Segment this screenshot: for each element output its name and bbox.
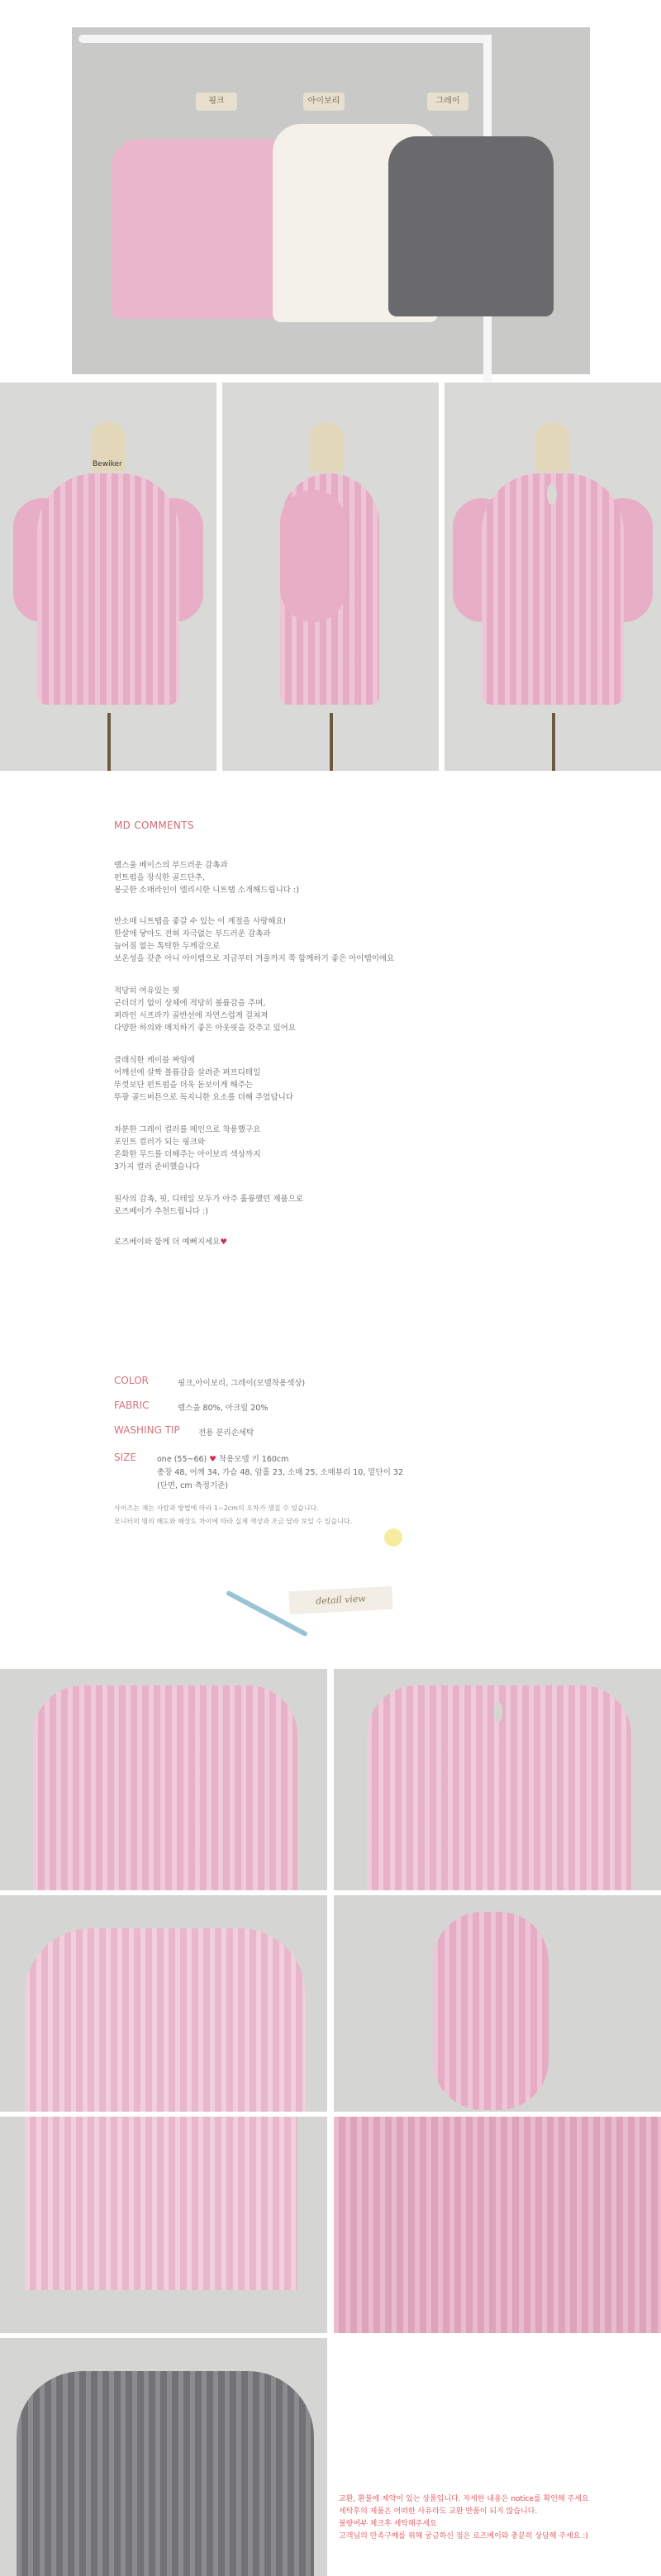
mannequin-neck [309, 422, 344, 472]
hanger-label-ivory: 아이보리 [303, 93, 345, 111]
spec-fabric-label: FABRIC [114, 1400, 150, 1411]
detail-view-tag: detail view [288, 1586, 392, 1615]
mannequin-neck [535, 422, 570, 472]
sleeve-detail [433, 1912, 549, 2110]
comment-line: 온화한 무드를 더해주는 아이보리 색상까지 [114, 1150, 261, 1159]
comment-line: 로즈베이가 추천드립니다 :) [114, 1207, 208, 1216]
sweater-detail [25, 1928, 306, 2112]
clothing-rack-rail [78, 35, 492, 43]
notice-line: 세탁후의 제품은 어떠한 사유라도 교환 반품이 되지 않습니다. [339, 2507, 538, 2516]
comment-line: 어깨선에 살짝 볼륨감을 살려준 퍼프디테일 [114, 1068, 261, 1077]
comment-line: 적당히 여유있는 핏 [114, 986, 180, 996]
comment-line: 퍼라인 시프라가 골반선에 자연스럽게 걸쳐져 [114, 1011, 269, 1020]
detail-photo-sleeve [334, 1895, 661, 2112]
model-height: 착용모델 키 160cm [218, 1455, 289, 1464]
spec-size-line3: (단면, cm 측정기준) [157, 1481, 229, 1490]
spec-washing-value: 전용 분리손세탁 [198, 1428, 254, 1438]
comment-line: 군더더기 없이 상체에 적당히 볼륨감을 주며, [114, 999, 266, 1008]
detail-photo-grey [0, 2338, 327, 2576]
comment-line: 포인트 컬러가 되는 핑크와 [114, 1138, 206, 1147]
detail-photo-front-top [0, 1669, 327, 1890]
grey-sweater-detail [17, 2371, 314, 2576]
grey-sweater [388, 136, 554, 316]
color-note: 모니터의 명의 해도와 해상도 차이에 따라 실제 색상과 조금 달라 보일 수 있습니다. [114, 1518, 353, 1525]
keyhole-opening [547, 483, 557, 505]
comment-line: 뚜광 골드버튼으로 독지니한 요소를 더해 주었답니다 [114, 1093, 293, 1102]
sweater-back [482, 473, 624, 705]
comment-paragraph [114, 1236, 227, 1248]
mannequin-brand-label: Bewiker [93, 460, 122, 468]
comment-paragraph [114, 859, 299, 896]
knit-texture [334, 2117, 661, 2333]
sweater-front [37, 473, 179, 705]
comment-paragraph [114, 1193, 303, 1218]
spec-size-line2: 총장 48, 어깨 34, 가슴 48, 암홀 23, 소매 25, 소매뷰리 10, 밑단이 32 [157, 1468, 404, 1477]
comment-line: 원사의 감촉, 핏, 디테일 모두가 아주 훌륭했던 제품으로 [114, 1195, 304, 1204]
comment-line: 3가지 컬러 준비했습니다 [114, 1162, 200, 1172]
mannequin-stand [552, 713, 555, 771]
heart-icon: ♥ [220, 1238, 227, 1247]
comment-line: 클래식한 케이블 짜임에 [114, 1056, 195, 1065]
keyhole-opening [494, 1702, 502, 1722]
comment-line: 봉긋한 소매라인이 엘리시한 니트탭 소개해드립니다 :) [114, 886, 299, 895]
comment-paragraph [114, 1124, 260, 1173]
size-note: 사이즈는 재는 사람과 방법에 따라 1~2cm의 오차가 생길 수 있습니다. [114, 1504, 319, 1512]
comment-paragraph [114, 1054, 293, 1104]
highlight-dot [384, 1528, 402, 1547]
mannequin-back-photo [445, 383, 661, 771]
comment-paragraph [114, 915, 394, 965]
comment-line: 뚜껏보단 펀트펌을 더욱 돋보이게 해주는 [114, 1081, 254, 1090]
comment-line: 차분한 그레이 컬러를 메인으로 착용했구요 [114, 1125, 261, 1134]
comment-line: 늘어짐 없는 톡탁한 두께감으로 [114, 942, 221, 951]
comment-paragraph [114, 985, 296, 1034]
spec-color-value: 핑크,아이보리, 그레이(모델착용색상) [178, 1379, 306, 1388]
comment-line: 보온성을 갖춘 아니 아이템으로 지금부터 겨울까지 쭉 함께하기 좋은 아이템이에요 [114, 954, 395, 963]
mannequin-stand [330, 713, 333, 771]
comment-line: 램스울 베이스의 부드러운 감촉과 [114, 861, 228, 870]
sweater-detail [33, 1685, 297, 1890]
hanger-label-pink: 핑크 [196, 93, 237, 111]
comment-line: 펀트펌을 장식한 골드단추, [114, 873, 206, 882]
notice-line: 교환, 환불에 제약이 있는 상품입니다. 자세한 내용은 notice를 확인해 주세요 [339, 2495, 589, 2503]
detail-photo-neckline [0, 1895, 327, 2112]
size-range: one (55~66) [157, 1455, 207, 1464]
heart-icon: ♥ [209, 1455, 216, 1464]
detail-photo-knit-closeup [334, 2117, 661, 2333]
spec-washing-label: WASHING TIP [114, 1424, 180, 1436]
notice-line: 고객님의 만족구매를 위해 궁금하신 점은 로즈베이와 충분히 상담해 주세요 :) [339, 2532, 588, 2540]
sweater-detail [25, 2117, 297, 2290]
comment-line: 반소매 니트탭을 좋갈 수 있는 이 계절을 사랑해요! [114, 917, 287, 926]
md-comments-title: MD COMMENTS [114, 820, 194, 831]
mannequin-front-photo [0, 383, 216, 771]
spec-size-label: SIZE [114, 1452, 136, 1463]
spec-fabric-value: 램스울 80%, 아크릴 20% [178, 1404, 269, 1413]
detail-photo-hem [0, 2117, 327, 2333]
mannequin-stand [107, 713, 111, 771]
mannequin-side-photo [222, 383, 439, 771]
notice-line: 불량여부 체크후 세탁해주세요 [339, 2520, 437, 2528]
comment-line: 다양한 하의와 매치하기 좋은 아웃핏을 갖추고 있어요 [114, 1024, 297, 1033]
spec-size-line1 [157, 1452, 288, 1464]
comment-line: 한살에 닿아도 전혀 자극없는 부드러운 감촉과 [114, 929, 271, 939]
detail-photo-back-top [334, 1669, 661, 1890]
comment-line: 로즈베이와 함께 더 예뻐지세요 [114, 1238, 221, 1247]
notice-text [339, 2493, 589, 2543]
puff-sleeve [280, 490, 346, 622]
spec-color-label: COLOR [114, 1375, 149, 1386]
hanger-label-grey: 그레이 [427, 93, 468, 111]
